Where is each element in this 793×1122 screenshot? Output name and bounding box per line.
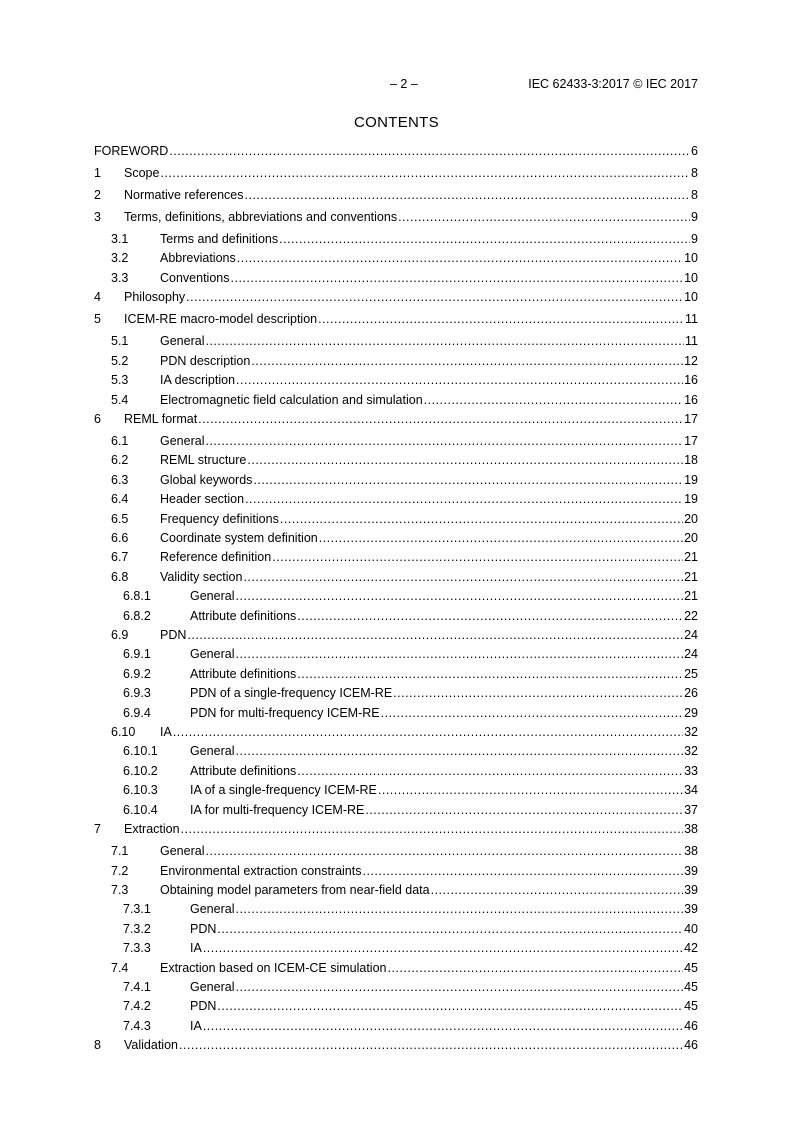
toc-entry-number: 6.10.3 bbox=[123, 783, 158, 798]
toc-entry-title: General bbox=[160, 844, 205, 859]
document-identifier: IEC 62433-3:2017 © IEC 2017 bbox=[528, 77, 698, 91]
toc-entry-title: REML structure bbox=[160, 453, 247, 468]
toc-entry[interactable] bbox=[94, 940, 698, 956]
toc-entry-number: 4 bbox=[94, 290, 101, 305]
toc-entry[interactable] bbox=[94, 411, 698, 427]
toc-entry-number: 6.4 bbox=[111, 492, 129, 507]
toc-leader-dots bbox=[387, 960, 683, 976]
toc-entry-page: 20 bbox=[684, 511, 698, 526]
toc-entry-page: 45 bbox=[684, 979, 698, 994]
toc-entry-page: 39 bbox=[684, 882, 698, 897]
toc-entry[interactable] bbox=[94, 311, 698, 327]
toc-leader-dots bbox=[297, 608, 683, 624]
toc-entry-page: 22 bbox=[684, 608, 698, 623]
toc-entry-page: 33 bbox=[684, 763, 698, 778]
toc-entry-number: 8 bbox=[94, 1038, 101, 1053]
toc-entry[interactable] bbox=[94, 511, 698, 527]
toc-entry-number: 6.5 bbox=[111, 511, 129, 526]
toc-entry-title: IA bbox=[190, 941, 202, 956]
toc-leader-dots bbox=[319, 530, 683, 546]
toc-leader-dots bbox=[245, 491, 683, 507]
toc-entry-number: 7.3.3 bbox=[123, 941, 151, 956]
toc-entry-number: 1 bbox=[94, 166, 101, 180]
toc-entry-page: 46 bbox=[684, 1038, 698, 1053]
toc-leader-dots bbox=[297, 763, 683, 779]
toc-entry-page: 6 bbox=[691, 144, 698, 158]
toc-entry[interactable] bbox=[94, 921, 698, 937]
toc-entry-title: REML format bbox=[124, 412, 198, 426]
toc-entry[interactable] bbox=[94, 960, 698, 976]
toc-entry-page: 46 bbox=[684, 1018, 698, 1033]
toc-entry-number: 6.6 bbox=[111, 531, 129, 545]
toc-leader-dots bbox=[431, 882, 684, 898]
toc-entry-page: 16 bbox=[684, 373, 698, 388]
toc-leader-dots bbox=[236, 372, 683, 388]
toc-entry-page: 45 bbox=[684, 960, 698, 975]
toc-leader-dots bbox=[169, 143, 690, 159]
toc-entry-page: 39 bbox=[684, 863, 698, 878]
toc-leader-dots bbox=[243, 569, 683, 585]
toc-entry-page: 11 bbox=[685, 312, 698, 327]
toc-entry-page: 29 bbox=[684, 705, 698, 720]
toc-entry-title: General bbox=[190, 744, 235, 759]
toc-entry-page: 9 bbox=[691, 210, 698, 224]
toc-leader-dots bbox=[217, 921, 683, 937]
toc-leader-dots bbox=[235, 743, 683, 759]
toc-entry[interactable] bbox=[94, 1037, 698, 1053]
toc-entry[interactable] bbox=[94, 333, 698, 349]
toc-entry-page: 34 bbox=[684, 783, 698, 798]
toc-entry-number: 7.3 bbox=[111, 882, 129, 897]
toc-entry-number: 6.10.4 bbox=[123, 802, 158, 817]
toc-entry-number: 7.4.2 bbox=[123, 999, 151, 1014]
toc-leader-dots bbox=[205, 433, 683, 449]
toc-entry[interactable] bbox=[94, 491, 698, 507]
toc-leader-dots bbox=[251, 353, 683, 369]
toc-entry-number: 6.8 bbox=[111, 569, 129, 584]
toc-leader-dots bbox=[398, 209, 690, 225]
toc-leader-dots bbox=[424, 392, 683, 408]
toc-entry-title: Conventions bbox=[160, 270, 230, 285]
toc-entry-number: 6.9.4 bbox=[123, 705, 151, 720]
toc-entry-number: 5.1 bbox=[111, 334, 129, 349]
toc-leader-dots bbox=[173, 724, 683, 740]
toc-leader-dots bbox=[362, 863, 683, 879]
toc-entry-number: 6.9.2 bbox=[123, 666, 151, 681]
toc-entry-title: PDN bbox=[160, 628, 187, 642]
toc-entry-page: 19 bbox=[684, 472, 698, 487]
toc-entry-number: 6.9.1 bbox=[123, 647, 151, 662]
toc-entry-title: General bbox=[190, 902, 235, 917]
toc-entry-title: Validation bbox=[124, 1038, 178, 1053]
toc-entry-number: 2 bbox=[94, 188, 101, 202]
toc-entry-page: 17 bbox=[684, 412, 698, 426]
toc-entry[interactable] bbox=[94, 530, 698, 546]
toc-entry-page: 24 bbox=[684, 628, 698, 642]
toc-entry[interactable] bbox=[94, 863, 698, 879]
toc-leader-dots bbox=[381, 705, 683, 721]
toc-entry[interactable] bbox=[94, 165, 698, 181]
toc-entry-number: 6.1 bbox=[111, 434, 129, 448]
toc-entry[interactable] bbox=[94, 685, 698, 701]
toc-leader-dots bbox=[198, 411, 683, 427]
toc-entry-page: 24 bbox=[684, 647, 698, 662]
toc-entry-number: 6.8.2 bbox=[123, 608, 151, 623]
toc-entry-number: 7.3.1 bbox=[123, 902, 151, 917]
toc-entry[interactable] bbox=[94, 143, 698, 159]
toc-entry[interactable] bbox=[94, 724, 698, 740]
page-header bbox=[94, 77, 698, 93]
toc-leader-dots bbox=[181, 821, 684, 837]
toc-entry-page: 16 bbox=[684, 392, 698, 407]
toc-entry[interactable] bbox=[94, 666, 698, 682]
toc-entry-page: 20 bbox=[684, 531, 698, 545]
toc-entry[interactable] bbox=[94, 452, 698, 468]
toc-entry-page: 38 bbox=[684, 822, 698, 837]
toc-entry-title: Header section bbox=[160, 492, 245, 507]
toc-entry-number: 7 bbox=[94, 822, 101, 837]
toc-leader-dots bbox=[279, 231, 690, 247]
toc-entry-title: Extraction based on ICEM-CE simulation bbox=[160, 960, 387, 975]
toc-entry-title: IA bbox=[160, 725, 172, 739]
toc-entry-title: IA bbox=[190, 1018, 202, 1033]
toc-entry[interactable] bbox=[94, 289, 698, 305]
toc-leader-dots bbox=[231, 270, 684, 286]
toc-entry-page: 42 bbox=[684, 941, 698, 956]
toc-entry-number: 6.3 bbox=[111, 472, 129, 487]
toc-entry-page: 37 bbox=[684, 802, 698, 817]
toc-entry-number: 6.7 bbox=[111, 550, 129, 565]
toc-entry-title: General bbox=[190, 979, 235, 994]
toc-entry-page: 45 bbox=[684, 999, 698, 1014]
toc-entry-title: General bbox=[190, 647, 235, 662]
toc-entry-page: 26 bbox=[684, 686, 698, 701]
toc-entry-number: 7.3.2 bbox=[123, 921, 151, 936]
toc-entry-number: 5.2 bbox=[111, 353, 129, 368]
toc-entry-page: 32 bbox=[684, 725, 698, 739]
toc-entry[interactable] bbox=[94, 187, 698, 203]
toc-leader-dots bbox=[235, 646, 683, 662]
toc-entry[interactable] bbox=[94, 250, 698, 266]
toc-entry-page: 8 bbox=[691, 188, 698, 202]
toc-leader-dots bbox=[205, 333, 684, 349]
toc-entry-title: PDN for multi-frequency ICEM-RE bbox=[190, 705, 380, 720]
toc-entry[interactable] bbox=[94, 979, 698, 995]
toc-entry-number: 7.1 bbox=[111, 844, 129, 859]
toc-entry-number: 5.3 bbox=[111, 373, 129, 388]
toc-entry-number: 6.2 bbox=[111, 453, 129, 468]
toc-entry-number: 3.3 bbox=[111, 270, 129, 285]
toc-entry-title: PDN of a single-frequency ICEM-RE bbox=[190, 686, 393, 701]
toc-leader-dots bbox=[318, 311, 684, 327]
toc-entry-title: Terms and definitions bbox=[160, 232, 279, 246]
toc-entry-number: 6.10.1 bbox=[123, 744, 158, 759]
toc-leader-dots bbox=[179, 1037, 683, 1053]
toc-entry-title: Environmental extraction constraints bbox=[160, 863, 362, 878]
toc-entry-title: IA description bbox=[160, 373, 236, 388]
toc-leader-dots bbox=[247, 452, 683, 468]
toc-entry[interactable] bbox=[94, 270, 698, 286]
toc-leader-dots bbox=[160, 165, 690, 181]
toc-entry-title: Coordinate system definition bbox=[160, 531, 318, 545]
toc-leader-dots bbox=[203, 1018, 683, 1034]
toc-entry[interactable] bbox=[94, 627, 698, 643]
toc-entry-number: 6.8.1 bbox=[123, 589, 151, 604]
toc-entry[interactable] bbox=[94, 802, 698, 818]
toc-entry-number: 6 bbox=[94, 412, 101, 426]
toc-entry-title: Scope bbox=[124, 166, 160, 180]
toc-entry-title: Electromagnetic field calculation and simulation bbox=[160, 392, 423, 407]
toc-entry[interactable] bbox=[94, 901, 698, 917]
toc-entry-page: 21 bbox=[684, 569, 698, 584]
toc-entry-title: Normative references bbox=[124, 188, 244, 202]
toc-entry[interactable] bbox=[94, 608, 698, 624]
toc-entry[interactable] bbox=[94, 646, 698, 662]
toc-entry-title: PDN description bbox=[160, 353, 251, 368]
toc-entry-title: Frequency definitions bbox=[160, 511, 279, 526]
toc-entry-title: PDN bbox=[190, 921, 217, 936]
page-number: – 2 – bbox=[390, 77, 418, 91]
toc-entry-number: 5.4 bbox=[111, 392, 129, 407]
toc-leader-dots bbox=[235, 901, 683, 917]
toc-entry-page: 11 bbox=[685, 334, 698, 349]
toc-entry[interactable] bbox=[94, 588, 698, 604]
toc-leader-dots bbox=[365, 802, 683, 818]
toc-entry-number: 5 bbox=[94, 312, 101, 327]
toc-entry[interactable] bbox=[94, 433, 698, 449]
toc-entry-page: 10 bbox=[684, 290, 698, 305]
toc-entry-title: Reference definition bbox=[160, 550, 272, 565]
toc-entry-page: 19 bbox=[684, 492, 698, 507]
toc-entry-title: Attribute definitions bbox=[190, 666, 297, 681]
toc-entry[interactable] bbox=[94, 782, 698, 798]
toc-leader-dots bbox=[187, 627, 683, 643]
toc-entry-number: 7.4.1 bbox=[123, 979, 151, 994]
toc-entry[interactable] bbox=[94, 231, 698, 247]
toc-leader-dots bbox=[235, 588, 683, 604]
toc-entry-title: Global keywords bbox=[160, 472, 253, 487]
toc-leader-dots bbox=[217, 998, 683, 1014]
toc-leader-dots bbox=[378, 782, 683, 798]
toc-entry-number: 7.4 bbox=[111, 960, 129, 975]
toc-leader-dots bbox=[186, 289, 683, 305]
toc-leader-dots bbox=[393, 685, 683, 701]
toc-entry[interactable] bbox=[94, 998, 698, 1014]
toc-leader-dots bbox=[235, 979, 683, 995]
toc-entry-page: 17 bbox=[684, 434, 698, 448]
toc-entry[interactable] bbox=[94, 843, 698, 859]
toc-entry[interactable] bbox=[94, 882, 698, 898]
toc-entry-number: 6.9.3 bbox=[123, 686, 151, 701]
toc-entry-page: 9 bbox=[691, 232, 698, 246]
toc-entry-title: IA of a single-frequency ICEM-RE bbox=[190, 783, 377, 798]
toc-entry[interactable] bbox=[94, 705, 698, 721]
toc-entry-page: 38 bbox=[684, 844, 698, 859]
toc-entry-title: PDN bbox=[190, 999, 217, 1014]
toc-entry-title: Terms, definitions, abbreviations and conventions bbox=[124, 210, 398, 224]
toc-entry-title: Philosophy bbox=[124, 290, 186, 305]
toc-entry-title: General bbox=[160, 334, 205, 349]
toc-entry-title: FOREWORD bbox=[94, 144, 169, 158]
toc-entry-number: 6.10 bbox=[111, 725, 136, 739]
toc-leader-dots bbox=[297, 666, 683, 682]
toc-entry[interactable] bbox=[94, 763, 698, 779]
toc-entry-title: Attribute definitions bbox=[190, 608, 297, 623]
toc-entry-page: 21 bbox=[684, 589, 698, 604]
toc-entry[interactable] bbox=[94, 353, 698, 369]
toc-leader-dots bbox=[280, 511, 683, 527]
toc-entry-title: ICEM-RE macro-model description bbox=[124, 312, 318, 327]
toc-leader-dots bbox=[203, 940, 683, 956]
toc-entry[interactable] bbox=[94, 743, 698, 759]
toc-leader-dots bbox=[272, 549, 683, 565]
toc-entry[interactable] bbox=[94, 569, 698, 585]
toc-entry-title: Extraction bbox=[124, 822, 180, 837]
toc-entry[interactable] bbox=[94, 821, 698, 837]
toc-entry-title: IA for multi-frequency ICEM-RE bbox=[190, 802, 365, 817]
toc-entry[interactable] bbox=[94, 392, 698, 408]
toc-entry-number: 3.1 bbox=[111, 232, 129, 246]
toc-entry[interactable] bbox=[94, 209, 698, 225]
toc-entry-title: Abbreviations bbox=[160, 251, 236, 266]
toc-entry-page: 12 bbox=[684, 353, 698, 368]
toc-entry-title: General bbox=[190, 589, 235, 604]
toc-entry-page: 32 bbox=[684, 744, 698, 759]
toc-entry-number: 7.4.3 bbox=[123, 1018, 151, 1033]
toc-entry-number: 6.9 bbox=[111, 628, 129, 642]
page-title: CONTENTS bbox=[354, 114, 439, 131]
toc-leader-dots bbox=[253, 472, 683, 488]
toc-leader-dots bbox=[205, 843, 683, 859]
toc-entry[interactable] bbox=[94, 549, 698, 565]
toc-entry-page: 18 bbox=[684, 453, 698, 468]
toc-entry[interactable] bbox=[94, 472, 698, 488]
toc-entry-page: 25 bbox=[684, 666, 698, 681]
toc-entry-title: Attribute definitions bbox=[190, 763, 297, 778]
toc-entry-page: 10 bbox=[684, 251, 698, 266]
toc-entry[interactable] bbox=[94, 372, 698, 388]
toc-entry-page: 40 bbox=[684, 921, 698, 936]
toc-entry-page: 21 bbox=[684, 550, 698, 565]
toc-entry[interactable] bbox=[94, 1018, 698, 1034]
toc-entry-title: General bbox=[160, 434, 205, 448]
toc-entry-number: 6.10.2 bbox=[123, 763, 158, 778]
toc-entry-page: 8 bbox=[691, 166, 698, 180]
toc-entry-number: 3 bbox=[94, 210, 101, 224]
toc-leader-dots bbox=[237, 250, 683, 266]
toc-entry-page: 10 bbox=[684, 270, 698, 285]
toc-entry-number: 7.2 bbox=[111, 863, 129, 878]
toc-entry-title: Obtaining model parameters from near-field data bbox=[160, 882, 430, 897]
toc-entry-number: 3.2 bbox=[111, 251, 129, 266]
toc-entry-title: Validity section bbox=[160, 569, 243, 584]
toc-entry-page: 39 bbox=[684, 902, 698, 917]
toc-leader-dots bbox=[245, 187, 691, 203]
